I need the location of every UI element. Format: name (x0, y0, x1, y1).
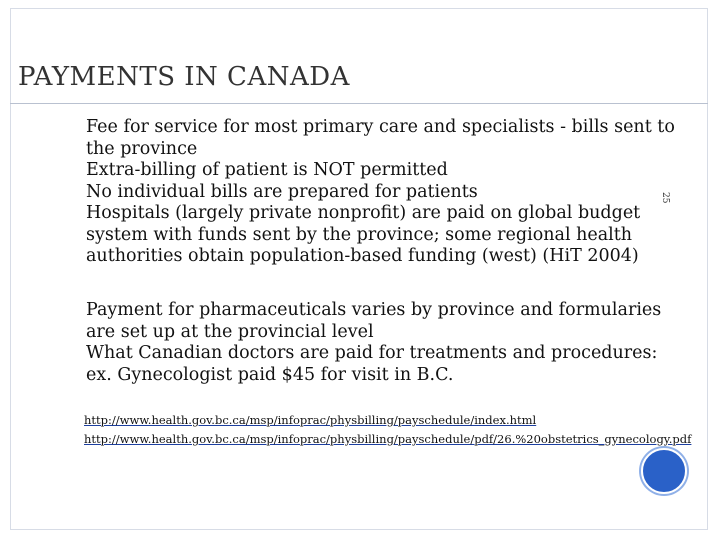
bullet-icon (66, 121, 75, 133)
list-item: No individual bills are prepared for patients (86, 182, 478, 202)
bullet-icon (66, 434, 75, 446)
bullet-icon (66, 347, 75, 359)
bullet-icon (66, 304, 75, 316)
list-item: Extra-billing of patient is NOT permitted (86, 160, 448, 180)
list-item: Payment for pharmaceuticals varies by province and formularies are set up at the provincial level (86, 300, 662, 342)
obstetrics-gynecology-pdf-link[interactable]: http://www.health.gov.bc.ca/msp/infoprac/physbilling/payschedule/pdf/26.%20obstetrics_gynecology.pdf (84, 432, 692, 446)
page-number: 25 (660, 192, 670, 204)
bullet-icon (66, 186, 75, 198)
bullet-icon (66, 207, 75, 219)
list-item: Fee for service for most primary care and specialists - bills sent to the province (86, 117, 675, 159)
payschedule-index-link[interactable]: http://www.health.gov.bc.ca/msp/infoprac/physbilling/payschedule/index.html (84, 413, 537, 427)
title-divider (10, 103, 708, 104)
bullet-icon (66, 416, 75, 428)
list-item: Hospitals (largely private nonprofit) are paid on global budget system with funds sent by the province; some regional health authorities obtain population-based funding (west) (HiT 2004) (86, 203, 641, 266)
decorative-circle (641, 448, 687, 494)
slide-title: PAYMENTS IN CANADA (18, 62, 350, 92)
bullet-icon (66, 164, 75, 176)
list-item: What Canadian doctors are paid for treatments and procedures: ex. Gynecologist paid $45 for visit in B.C. (86, 343, 658, 385)
